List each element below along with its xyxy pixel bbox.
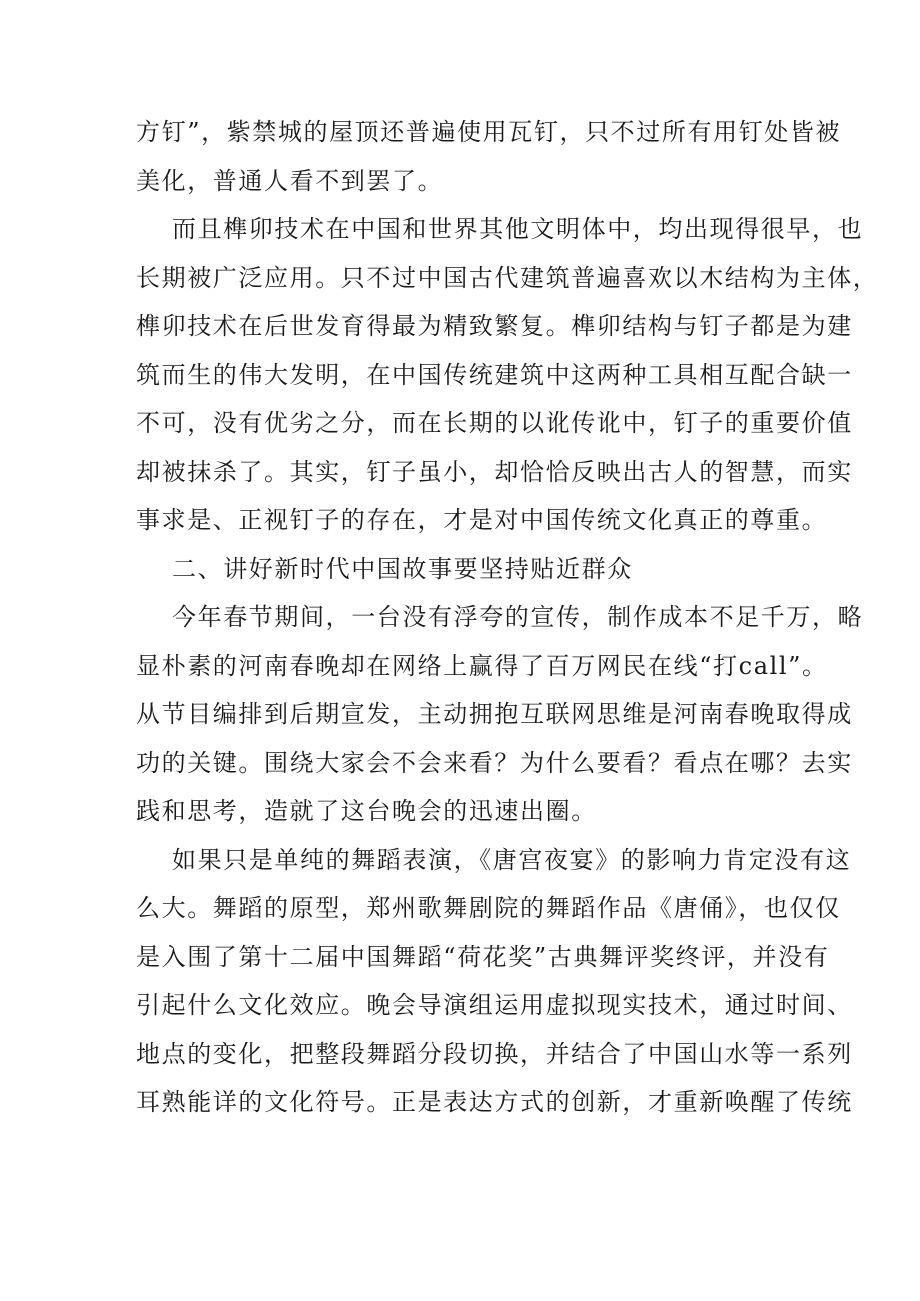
text-line: 而且榫卯技术在中国和世界其他文明体中，均出现得很早，也	[172, 215, 864, 243]
text-line: 耳熟能详的文化符号。正是表达方式的创新，才重新唤醒了传统	[136, 1088, 853, 1116]
text-line: 显朴素的河南春晚却在网络上赢得了百万网民在线“打call”。	[136, 652, 828, 680]
text-line: 却被抹杀了。其实，钉子虽小，却恰恰反映出古人的智慧，而实	[136, 458, 853, 486]
text-line: 么大。舞蹈的原型，郑州歌舞剧院的舞蹈作品《唐俑》，也仅仅	[136, 894, 841, 922]
text-line: 方钉”，紫禁城的屋顶还普遍使用瓦钉，只不过所有用钉处皆被	[136, 118, 842, 146]
text-line: 今年春节期间，一台没有浮夸的宣传，制作成本不足千万，略	[172, 603, 864, 631]
text-line: 是入围了第十二届中国舞蹈“荷花奖”古典舞评奖终评，并没有	[136, 943, 830, 971]
text-line: 榫卯技术在后世发育得最为精致繁复。榫卯结构与钉子都是为建	[136, 312, 853, 340]
text-line: 引起什么文化效应。晚会导演组运用虚拟现实技术，通过时间、	[136, 991, 853, 1019]
text-line: 不可，没有优劣之分，而在长期的以讹传讹中，钉子的重要价值	[136, 409, 853, 437]
text-line: 如果只是单纯的舞蹈表演，《唐宫夜宴》的影响力肯定没有这	[172, 846, 852, 874]
text-line: 筑而生的伟大发明，在中国传统建筑中这两种工具相互配合缺一	[136, 361, 853, 389]
text-line: 长期被广泛应用。只不过中国古代建筑普遍喜欢以木结构为主体，	[136, 264, 879, 292]
text-line: 美化，普通人看不到罢了。	[136, 167, 444, 195]
text-line: 功的关键。围绕大家会不会来看？为什么要看？看点在哪？去实	[136, 749, 853, 777]
text-line: 从节目编排到后期宣发，主动拥抱互联网思维是河南春晚取得成	[136, 700, 853, 728]
text-line: 地点的变化，把整段舞蹈分段切换，并结合了中国山水等一系列	[136, 1040, 853, 1068]
section-heading: 二、讲好新时代中国故事要坚持贴近群众	[172, 555, 633, 583]
text-line: 践和思考，造就了这台晚会的迅速出圈。	[136, 797, 597, 825]
text-line: 事求是、正视钉子的存在，才是对中国传统文化真正的尊重。	[136, 506, 828, 534]
